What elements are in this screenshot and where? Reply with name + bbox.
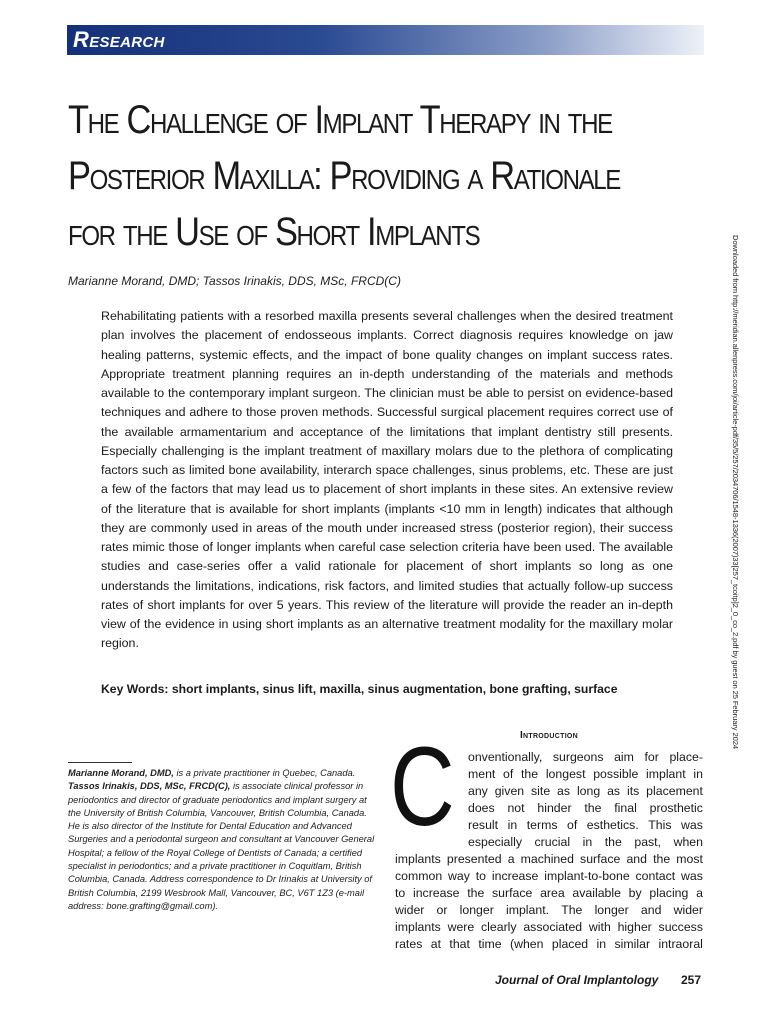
intro-word: in bbox=[507, 818, 518, 832]
section-banner bbox=[67, 25, 704, 55]
page-number: 257 bbox=[681, 973, 702, 987]
intro-line bbox=[468, 817, 703, 834]
intro-word: that bbox=[449, 937, 470, 951]
intro-word: most bbox=[676, 852, 703, 866]
intro-line bbox=[395, 885, 703, 902]
intro-word: of bbox=[567, 818, 578, 832]
intro-word: as bbox=[607, 784, 621, 798]
intro-word: way bbox=[448, 869, 470, 883]
title-line: Posterior Maxilla: Providing a Rationale bbox=[68, 154, 620, 198]
intro-word: esthetics. bbox=[586, 818, 639, 832]
intro-word: at bbox=[430, 937, 442, 951]
section-label: Research bbox=[73, 27, 165, 52]
intro-word: the bbox=[584, 801, 602, 815]
intro-word: placed bbox=[551, 937, 589, 951]
intro-word: prosthetic bbox=[649, 801, 703, 815]
intro-word: clearly bbox=[481, 920, 517, 934]
intro-word: increase bbox=[491, 869, 539, 883]
intro-word: with bbox=[588, 920, 611, 934]
intro-word: long bbox=[576, 784, 601, 798]
intro-word: and bbox=[626, 852, 647, 866]
intro-word: higher bbox=[617, 920, 652, 934]
title-line: for the Use of Short Implants bbox=[68, 210, 480, 254]
intro-word: or bbox=[436, 903, 448, 917]
intro-word: wider bbox=[395, 903, 425, 917]
intro-word: longer bbox=[594, 903, 629, 917]
intro-word: intraoral bbox=[658, 937, 703, 951]
intro-word: final bbox=[614, 801, 637, 815]
intro-line bbox=[468, 766, 703, 783]
intro-word: implant-to-bone bbox=[544, 869, 630, 883]
intro-word: in bbox=[693, 767, 703, 781]
keywords: Key Words: short implants, sinus lift, maxilla, sinus augmentation, bone grafting, surface bbox=[101, 682, 618, 696]
intro-word: by bbox=[628, 886, 642, 900]
intro-line bbox=[395, 902, 703, 919]
intro-word: contact bbox=[635, 869, 676, 883]
intro-word: implants bbox=[395, 920, 441, 934]
footnote-author-2-text: is associate clinical professor in periodontics and director of graduate periodontics and implant surgery at the University of British Columbia, Vancouver, British Columbia, Canada. He is also director of the Institute for Dental Education and Advanced Surgeries and a periodontal surgeon and consultant at Vancouver General Hospital; a fellow of the Royal College of Dentists of Canada; a certified specialist in periodontics; and a private practitioner in Coquitlam, British Columbia, Canada. Address correspondence to Dr Irinakis at University of British Columbia, 2199 Wesbrook Mall, Vancouver, BC, V6T 1Z3 (e-mail address: bone.grafting@gmail.com). bbox=[68, 781, 375, 911]
intro-word: a bbox=[696, 886, 703, 900]
intro-word: longest bbox=[545, 767, 586, 781]
intro-word: the bbox=[467, 886, 485, 900]
intro-word: especially bbox=[468, 835, 522, 849]
intro-word: longer bbox=[459, 903, 494, 917]
intro-word: the bbox=[521, 767, 539, 781]
author-line: Marianne Morand, DMD; Tassos Irinakis, DDS, MSc, FRCD(C) bbox=[68, 274, 401, 288]
intro-line bbox=[468, 800, 703, 817]
intro-word: possible bbox=[593, 767, 639, 781]
intro-word: surgeons bbox=[552, 750, 604, 764]
intro-word: (when bbox=[509, 937, 544, 951]
intro-word: for bbox=[644, 750, 659, 764]
intro-word: associated bbox=[523, 920, 583, 934]
journal-name: Journal of Oral Implantology bbox=[495, 973, 659, 987]
intro-line bbox=[468, 834, 703, 851]
intro-word: was bbox=[681, 818, 703, 832]
footnote-author-2 bbox=[68, 780, 380, 913]
abstract: Rehabilitating patients with a resorbed maxilla presents several challenges when the desired treatment plan involves the placement of endosseous implants. Correct diagnosis requires knowledge on jaw healing patterns, systemic effects, and the impact of bone quality changes on implant success rates. Appropriate treatment planning requires an in-depth understanding of the materials and methods available to the contemporary implant surgeon. The clinician must be able to persist on evidence-based techniques and adhere to those proven methods. Successful surgical placement requires correct use of the available armamentarium and acceptance of the limitations that implant dentistry still presents. Especially challenging is the implant treatment of maxillary molars due to the plethora of complicating factors such as limited bone availability, interarch space challenges, sinus problems, etc. These are just a few of the factors that may lead us to placement of short implants in these sites. An extensive review of the literature that is available for short implants (implants <10 mm in length) indicates that although they are commonly used in areas of the mouth under increased stress (posterior region), their success rates mimic those of longer implants when careful case selection criteria have been used. The available studies and case-series offer a valid rationale for placement of short implants so long as one understands the limitations, indications, risk factors, and limited studies that actually follow-up success rates of short implants for over 5 years. This review of the literature will provide the reader an in-depth view of the evidence in using short implants as an alternative treatment modality for the maxillary molar region. bbox=[101, 309, 673, 651]
intro-word: implants bbox=[395, 852, 441, 866]
intro-word: area bbox=[540, 886, 565, 900]
download-watermark: Downloaded from http://meridian.allenpress.com/joi/article-pdf/35/5/257/2034706/1548-1336(2007)33[257_tcoitp]2_0_co_2.pdf by guest on 25 February 2024 bbox=[731, 235, 740, 749]
intro-word: time bbox=[478, 937, 502, 951]
footnote-divider bbox=[68, 762, 132, 763]
intro-word: crucial bbox=[534, 835, 571, 849]
intro-line bbox=[468, 783, 703, 800]
title-line: The Challenge of Implant Therapy in the bbox=[68, 98, 612, 142]
intro-word: and bbox=[640, 903, 662, 917]
intro-word: in bbox=[582, 835, 593, 849]
intro-word: aim bbox=[614, 750, 634, 764]
intro-word: a bbox=[507, 852, 515, 866]
intro-word: wider bbox=[673, 903, 703, 917]
intro-word: This bbox=[648, 818, 672, 832]
intro-word: given bbox=[494, 784, 525, 798]
footnote-author-1-name: Marianne Morand, DMD, bbox=[68, 768, 174, 778]
intro-word: not bbox=[507, 801, 525, 815]
intro-word: increase bbox=[412, 886, 460, 900]
intro-word: does bbox=[468, 801, 495, 815]
intro-word: in bbox=[596, 937, 607, 951]
intro-word: similar bbox=[614, 937, 651, 951]
drop-cap: C bbox=[390, 724, 455, 849]
intro-word: presented bbox=[446, 852, 502, 866]
intro-word: was bbox=[681, 869, 703, 883]
intro-word: the bbox=[653, 852, 671, 866]
intro-line bbox=[468, 749, 703, 766]
intro-line bbox=[395, 851, 703, 868]
intro-word: rates bbox=[395, 937, 423, 951]
intro-word: past, bbox=[634, 835, 662, 849]
intro-word: were bbox=[447, 920, 475, 934]
intro-word: onventionally, bbox=[468, 750, 543, 764]
intro-word: available bbox=[572, 886, 621, 900]
footnote-author-1-text: is a private practitioner in Quebec, Canada. bbox=[173, 768, 356, 778]
intro-word: surface bbox=[492, 886, 533, 900]
intro-word: placement bbox=[646, 784, 703, 798]
intro-word: ment bbox=[468, 767, 496, 781]
section-heading-introduction: Introduction bbox=[519, 730, 579, 741]
intro-word: terms bbox=[526, 818, 558, 832]
intro-word: place- bbox=[669, 750, 703, 764]
intro-word: of bbox=[503, 767, 514, 781]
intro-word: its bbox=[626, 784, 640, 798]
intro-word: any bbox=[468, 784, 488, 798]
intro-word: the bbox=[604, 835, 622, 849]
article-title bbox=[68, 92, 618, 260]
author-footnote bbox=[68, 767, 380, 913]
intro-word: implant bbox=[646, 767, 686, 781]
intro-word: to bbox=[395, 886, 406, 900]
intro-line bbox=[395, 868, 703, 885]
footnote-author-1 bbox=[68, 767, 380, 780]
intro-word: when bbox=[673, 835, 703, 849]
intro-word: surface bbox=[580, 852, 621, 866]
intro-word: common bbox=[395, 869, 443, 883]
footnote-author-2-name: Tassos Irinakis, DDS, MSc, FRCD(C), bbox=[68, 781, 231, 792]
intro-word: The bbox=[561, 903, 583, 917]
intro-line bbox=[395, 919, 703, 936]
intro-word: machined bbox=[520, 852, 574, 866]
intro-word: as bbox=[557, 784, 571, 798]
intro-word: site bbox=[531, 784, 551, 798]
intro-word: success bbox=[658, 920, 703, 934]
intro-word: placing bbox=[649, 886, 689, 900]
intro-word: result bbox=[468, 818, 499, 832]
intro-word: to bbox=[475, 869, 487, 883]
intro-word: implant. bbox=[505, 903, 550, 917]
intro-line bbox=[395, 936, 703, 953]
intro-word: hinder bbox=[537, 801, 572, 815]
